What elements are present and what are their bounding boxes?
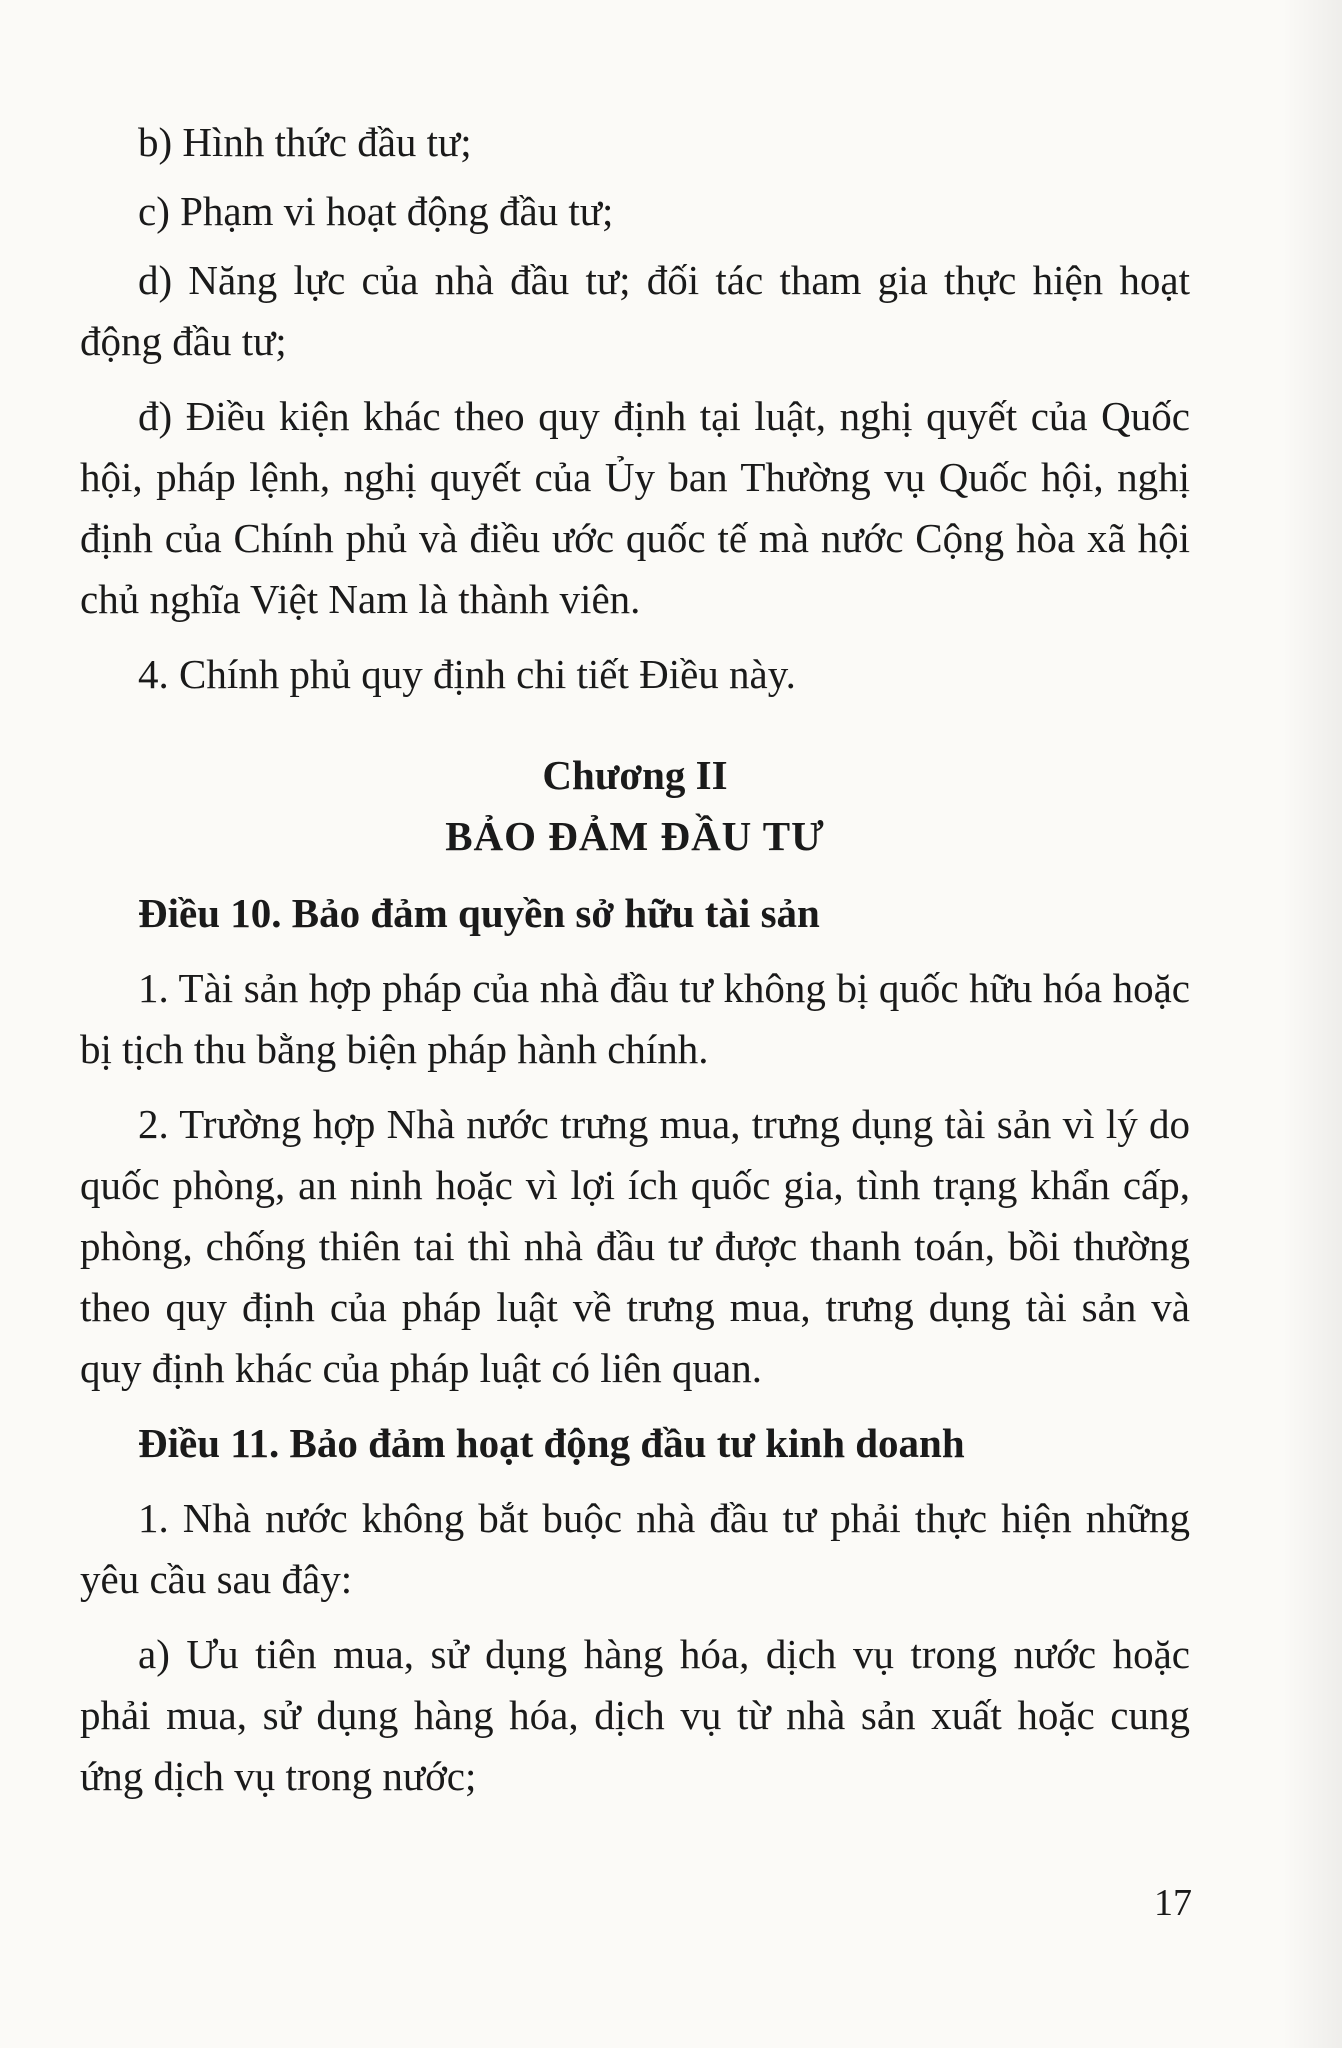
chapter-label: Chương II (542, 752, 728, 798)
article-11-clause-1: 1. Nhà nước không bắt buộc nhà đầu tư phải thực hiện những yêu cầu sau đây: (80, 1495, 1190, 1602)
article-10-clause-1: 1. Tài sản hợp pháp của nhà đầu tư không bị quốc hữu hóa hoặc bị tịch thu bằng biện pháp hành chính. (80, 965, 1190, 1072)
page-content (80, 112, 1190, 1821)
chapter-title: BẢO ĐẢM ĐẦU TƯ (445, 813, 825, 859)
article-11-heading: Điều 11. Bảo đảm hoạt động đầu tư kinh doanh (138, 1420, 965, 1466)
paragraph-clause-4: 4. Chính phủ quy định chi tiết Điều này. (138, 651, 796, 697)
article-10-clause-2: 2. Trường hợp Nhà nước trưng mua, trưng dụng tài sản vì lý do quốc phòng, an ninh hoặc vì lợi ích quốc gia, tình trạng khẩn cấp, phòng, chống thiên tai thì nhà đầu tư được thanh toán, bồi thường theo quy định của pháp luật về trưng mua, trưng dụng tài sản và quy định khác của pháp luật có liên quan. (80, 1101, 1190, 1391)
page-edge-shadow (1282, 0, 1342, 2048)
article-11-item-a: a) Ưu tiên mua, sử dụng hàng hóa, dịch vụ trong nước hoặc phải mua, sử dụng hàng hóa, dịch vụ từ nhà sản xuất hoặc cung ứng dịch vụ trong nước; (80, 1631, 1190, 1799)
paragraph-item-d: d) Năng lực của nhà đầu tư; đối tác tham gia thực hiện hoạt động đầu tư; (80, 257, 1190, 364)
page-number: 17 (1154, 1882, 1192, 1924)
paragraph-item-dd: đ) Điều kiện khác theo quy định tại luật, nghị quyết của Quốc hội, pháp lệnh, nghị quyết của Ủy ban Thường vụ Quốc hội, nghị định của Chính phủ và điều ước quốc tế mà nước Cộng hòa xã hội chủ nghĩa Việt Nam là thành viên. (80, 393, 1190, 622)
paragraph-item-c: c) Phạm vi hoạt động đầu tư; (138, 188, 614, 234)
article-10-heading: Điều 10. Bảo đảm quyền sở hữu tài sản (138, 890, 820, 936)
paragraph-item-b: b) Hình thức đầu tư; (138, 119, 472, 165)
